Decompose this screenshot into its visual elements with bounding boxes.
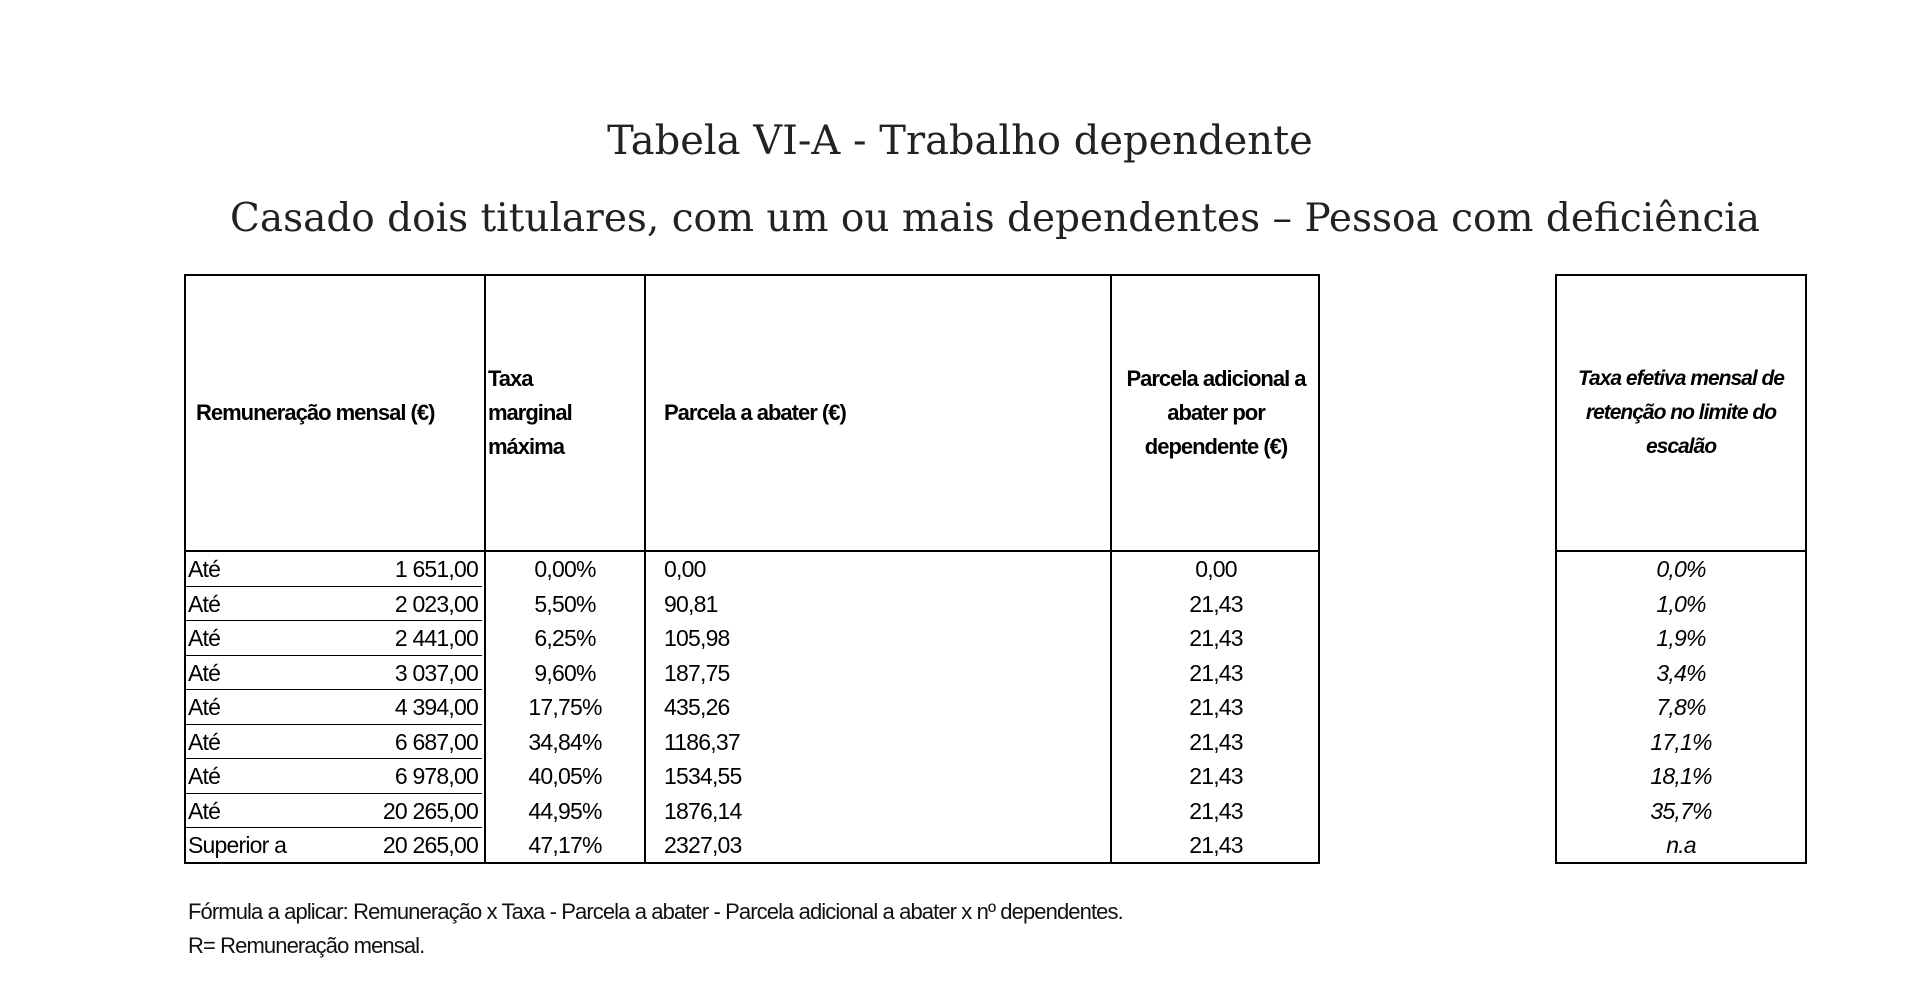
remuneracao-value: 2 441,00	[394, 625, 478, 651]
header-taxa-efetiva: Taxa efetiva mensal de retenção no limite do escalão	[1577, 367, 1784, 458]
taxa-value: 6,25%	[534, 625, 596, 651]
adicional-value: 21,43	[1189, 728, 1243, 755]
effective-rate-value: 7,8%	[1656, 694, 1706, 720]
taxa-value: 40,05%	[528, 763, 602, 789]
adicional-value: 21,43	[1189, 659, 1243, 686]
formula-note: Fórmula a aplicar: Remuneração x Taxa - Parcela a abater - Parcela adicional a abater x nº dependentes.	[188, 899, 1123, 924]
row-label: Até	[188, 590, 221, 617]
row-label: Até	[188, 763, 221, 789]
header-remuneracao: Remuneração mensal (€)	[196, 400, 435, 425]
table-title: Tabela VI-A - Trabalho dependente	[607, 118, 1313, 164]
table-row	[186, 552, 1318, 586]
effective-rate-value: 1,9%	[1656, 625, 1706, 651]
adicional-value: 21,43	[1189, 590, 1243, 617]
parcela-value: 1876,14	[664, 797, 742, 824]
effective-rate-value: n.a	[1666, 832, 1696, 858]
header-adicional: Parcela adicional a abater por dependente (€)	[1126, 366, 1306, 459]
taxa-value: 34,84%	[528, 728, 602, 755]
row-label: Até	[188, 728, 221, 755]
table-row	[186, 759, 1318, 793]
remuneracao-value: 1 651,00	[394, 556, 478, 582]
effective-rate-value: 17,1%	[1650, 728, 1712, 755]
table-row	[186, 725, 1318, 759]
table-row	[186, 587, 1318, 621]
taxa-value: 17,75%	[528, 694, 602, 720]
adicional-value: 21,43	[1189, 797, 1243, 824]
effective-rate-value: 35,7%	[1650, 797, 1712, 824]
row-label: Até	[188, 797, 221, 824]
adicional-value: 0,00	[1195, 556, 1237, 582]
table-row	[186, 828, 1318, 862]
table-row	[186, 656, 1318, 690]
effective-rate-value: 3,4%	[1656, 659, 1706, 686]
remuneracao-value: 20 265,00	[382, 832, 478, 858]
effective-rate-value: 1,0%	[1656, 590, 1706, 617]
parcela-value: 187,75	[664, 659, 730, 686]
effective-rate-value: 18,1%	[1650, 763, 1712, 789]
parcela-value: 0,00	[664, 556, 706, 582]
table-subtitle: Casado dois titulares, com um ou mais dependentes – Pessoa com deficiência	[229, 196, 1761, 241]
parcela-value: 105,98	[664, 625, 730, 651]
table-row	[186, 621, 1318, 655]
row-label: Até	[188, 556, 221, 582]
remuneracao-value: 4 394,00	[394, 694, 478, 720]
table-row	[186, 690, 1318, 724]
remuneracao-value: 6 687,00	[394, 728, 478, 755]
parcela-value: 90,81	[664, 590, 718, 617]
adicional-value: 21,43	[1189, 694, 1243, 720]
remuneracao-value: 3 037,00	[394, 659, 478, 686]
taxa-value: 44,95%	[528, 797, 602, 824]
parcela-value: 1534,55	[664, 763, 742, 789]
header-parcela: Parcela a abater (€)	[664, 400, 846, 425]
taxa-value: 5,50%	[534, 590, 596, 617]
row-label: Até	[188, 694, 221, 720]
taxa-value: 0,00%	[534, 556, 596, 582]
remuneracao-value: 20 265,00	[382, 797, 478, 824]
taxa-value: 47,17%	[528, 832, 602, 858]
parcela-value: 435,26	[664, 694, 730, 720]
remuneracao-value: 6 978,00	[394, 763, 478, 789]
adicional-value: 21,43	[1189, 625, 1243, 651]
parcela-value: 2327,03	[664, 832, 742, 858]
row-label: Superior a	[188, 832, 287, 858]
remuneracao-value: 2 023,00	[394, 590, 478, 617]
effective-rate-value: 0,0%	[1656, 556, 1706, 582]
row-label: Até	[188, 625, 221, 651]
withholding-table	[184, 274, 1320, 864]
legend-note: R= Remuneração mensal.	[188, 933, 425, 958]
parcela-value: 1186,37	[664, 728, 740, 755]
adicional-value: 21,43	[1189, 763, 1243, 789]
adicional-value: 21,43	[1189, 832, 1243, 858]
table-row	[186, 794, 1318, 828]
row-label: Até	[188, 659, 221, 686]
taxa-value: 9,60%	[534, 659, 596, 686]
effective-rate-table	[1555, 274, 1807, 864]
header-taxa: Taxa marginal máxima	[488, 366, 572, 459]
